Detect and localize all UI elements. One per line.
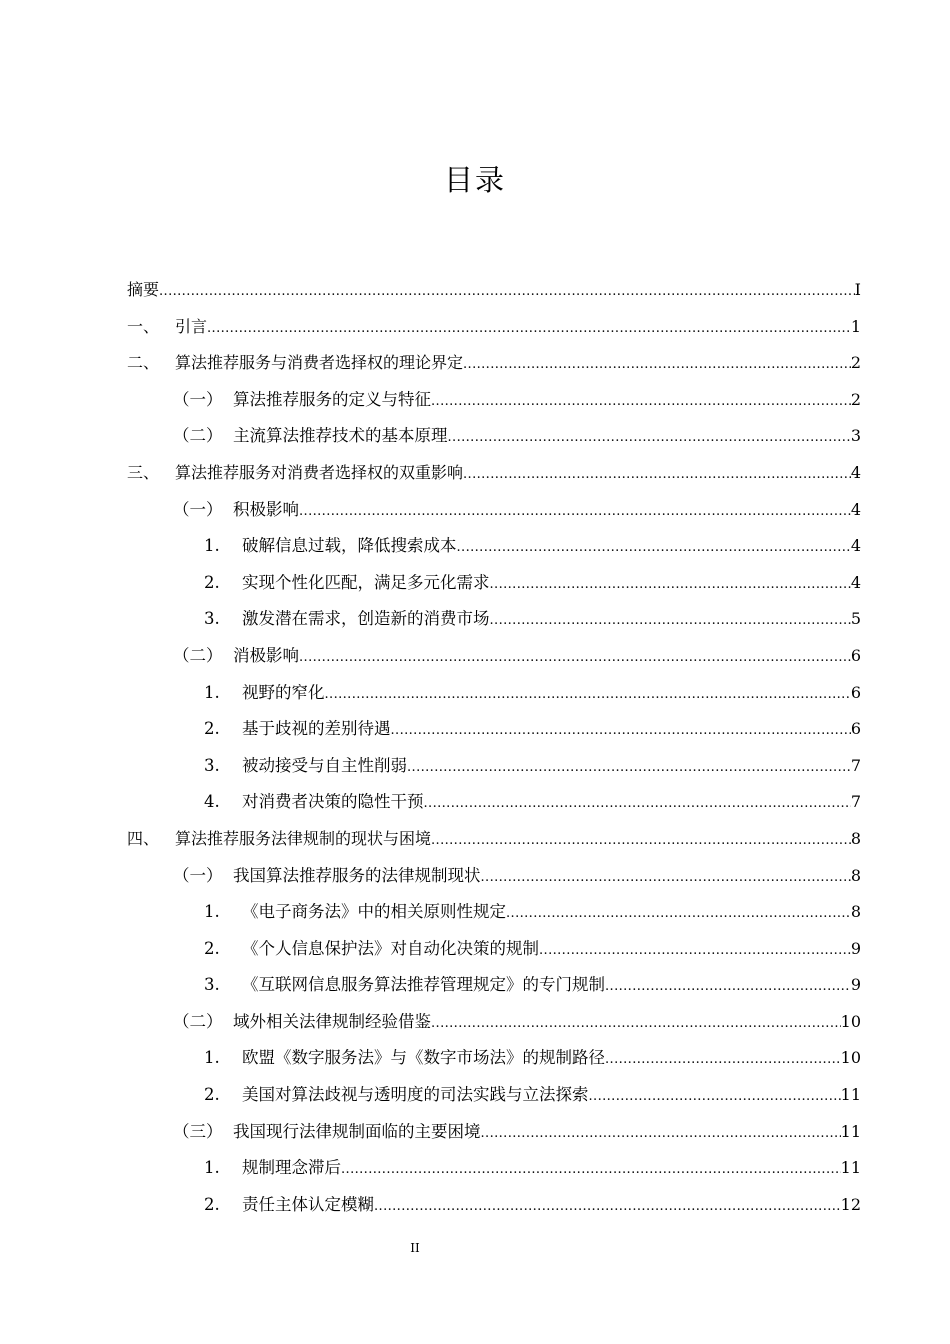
toc-entry[interactable] bbox=[127, 787, 861, 824]
toc-leader-dots bbox=[431, 387, 851, 417]
toc-leader-dots bbox=[490, 606, 851, 636]
toc-entry-title: 域外相关法律规制经验借鉴 bbox=[233, 1011, 431, 1031]
toc-leader-dots bbox=[325, 680, 851, 710]
toc-entry-title: 《电子商务法》中的相关原则性规定 bbox=[242, 902, 506, 922]
toc-entry-number: 二、 bbox=[127, 353, 160, 373]
toc-entry-number: 1. bbox=[204, 682, 220, 702]
toc-leader-dots bbox=[463, 460, 851, 490]
toc-leader-dots bbox=[539, 936, 851, 966]
toc-leader-dots bbox=[299, 643, 851, 673]
toc-entry-page: 10 bbox=[840, 1011, 861, 1031]
toc-entry-title: 责任主体认定模糊 bbox=[242, 1194, 374, 1214]
toc-leader-dots bbox=[424, 789, 851, 819]
toc-entry-number: 1. bbox=[204, 1048, 220, 1068]
toc-entry-number: 三、 bbox=[127, 462, 160, 482]
toc-entry[interactable] bbox=[127, 970, 861, 1007]
toc-leader-dots bbox=[299, 497, 851, 527]
toc-entry-number: （一） bbox=[173, 865, 223, 885]
toc-leader-dots bbox=[374, 1192, 841, 1222]
toc-entry-title: 对消费者决策的隐性干预 bbox=[242, 792, 424, 812]
toc-entry-title: 引言 bbox=[175, 316, 208, 336]
toc-entry[interactable] bbox=[127, 824, 861, 861]
toc-leader-dots bbox=[448, 423, 851, 453]
toc-entry[interactable] bbox=[127, 1117, 861, 1154]
toc-entry-page: 4 bbox=[850, 572, 861, 592]
toc-entry-page: 8 bbox=[850, 902, 861, 922]
toc-entry-title: 算法推荐服务与消费者选择权的理论界定 bbox=[175, 353, 464, 373]
page-title: 目录 bbox=[443, 163, 506, 197]
toc-entry-title: 基于歧视的差别待遇 bbox=[242, 719, 391, 739]
toc-entry-page: 4 bbox=[850, 499, 861, 519]
toc-leader-dots bbox=[457, 533, 851, 563]
toc-entry-page: 7 bbox=[850, 755, 861, 775]
toc-entry[interactable] bbox=[127, 568, 861, 605]
toc-entry-number: 1. bbox=[204, 1158, 220, 1178]
toc-entry-title: 《个人信息保护法》对自动化决策的规制 bbox=[242, 938, 539, 958]
toc-entry-title: 视野的窄化 bbox=[242, 682, 325, 702]
toc-entry[interactable] bbox=[127, 861, 861, 898]
toc-entry-page: 8 bbox=[850, 865, 861, 885]
toc-entry-title: 《互联网信息服务算法推荐管理规定》的专门规制 bbox=[242, 975, 605, 995]
toc-entry-title: 我国现行法律规制面临的主要困境 bbox=[233, 1121, 481, 1141]
toc-leader-dots bbox=[605, 972, 851, 1002]
toc-entry-number: 2. bbox=[204, 1194, 220, 1214]
toc-entry[interactable] bbox=[127, 1153, 861, 1190]
toc-entry-number: 1. bbox=[204, 536, 220, 556]
toc-entry-page: 11 bbox=[840, 1158, 861, 1178]
toc-entry[interactable] bbox=[127, 312, 861, 349]
toc-entry-page: I bbox=[854, 280, 861, 299]
toc-entry[interactable] bbox=[127, 1007, 861, 1044]
toc-leader-dots bbox=[605, 1045, 841, 1075]
toc-entry[interactable] bbox=[127, 641, 861, 678]
toc-entry-number: 3. bbox=[204, 975, 220, 995]
toc-entry-number: （二） bbox=[173, 645, 223, 665]
toc-entry[interactable] bbox=[127, 385, 861, 422]
toc-leader-dots bbox=[391, 716, 851, 746]
toc-entry-number: （二） bbox=[173, 426, 223, 446]
toc-leader-dots bbox=[589, 1082, 841, 1112]
toc-entry[interactable] bbox=[127, 604, 861, 641]
toc-entry[interactable] bbox=[127, 495, 861, 532]
toc-entry[interactable] bbox=[127, 714, 861, 751]
toc-leader-dots bbox=[481, 1119, 841, 1149]
toc-entry[interactable] bbox=[127, 421, 861, 458]
toc-entry[interactable] bbox=[127, 1080, 861, 1117]
toc-entry-title: 激发潜在需求，创造新的消费市场 bbox=[242, 609, 490, 629]
toc-entry-number: 四、 bbox=[127, 828, 160, 848]
toc-entry-title: 被动接受与自主性削弱 bbox=[242, 755, 407, 775]
toc-entry-number: 3. bbox=[204, 755, 220, 775]
toc-entry[interactable] bbox=[127, 751, 861, 788]
toc-entry-number: 2. bbox=[204, 572, 220, 592]
toc-entry-page: 4 bbox=[850, 536, 861, 556]
toc-entry[interactable] bbox=[127, 275, 861, 312]
toc-entry-page: 1 bbox=[850, 316, 861, 336]
toc-leader-dots bbox=[463, 350, 851, 380]
toc-entry-number: （三） bbox=[173, 1121, 223, 1141]
toc-entry[interactable] bbox=[127, 934, 861, 971]
toc-entry-page: 12 bbox=[840, 1194, 861, 1214]
table-of-contents bbox=[127, 275, 861, 1226]
toc-entry-page: 6 bbox=[850, 719, 861, 739]
toc-entry-page: 4 bbox=[850, 462, 861, 482]
toc-entry-page: 8 bbox=[850, 828, 861, 848]
toc-entry-number: 1. bbox=[204, 902, 220, 922]
toc-entry[interactable] bbox=[127, 458, 861, 495]
toc-entry-title: 摘要 bbox=[127, 280, 160, 299]
toc-leader-dots bbox=[207, 314, 851, 344]
toc-entry-page: 10 bbox=[840, 1048, 861, 1068]
toc-entry-title: 算法推荐服务的定义与特征 bbox=[233, 389, 431, 409]
toc-entry[interactable] bbox=[127, 1190, 861, 1227]
toc-leader-dots bbox=[506, 899, 851, 929]
toc-entry-page: 2 bbox=[850, 389, 861, 409]
toc-entry-title: 欧盟《数字服务法》与《数字市场法》的规制路径 bbox=[242, 1048, 605, 1068]
toc-entry-page: 3 bbox=[850, 426, 861, 446]
toc-entry-number: 2. bbox=[204, 1085, 220, 1105]
toc-entry-title: 实现个性化匹配，满足多元化需求 bbox=[242, 572, 490, 592]
toc-entry[interactable] bbox=[127, 348, 861, 385]
toc-entry-number: 2. bbox=[204, 938, 220, 958]
toc-entry-number: 一、 bbox=[127, 316, 160, 336]
toc-entry-page: 11 bbox=[840, 1085, 861, 1105]
toc-entry-number: 3. bbox=[204, 609, 220, 629]
toc-entry-page: 6 bbox=[850, 682, 861, 702]
toc-entry-title: 消极影响 bbox=[233, 645, 299, 665]
toc-entry[interactable] bbox=[127, 1043, 861, 1080]
toc-entry-number: 4. bbox=[204, 792, 220, 812]
toc-entry-page: 9 bbox=[850, 975, 861, 995]
toc-leader-dots bbox=[341, 1155, 841, 1185]
toc-entry-title: 算法推荐服务对消费者选择权的双重影响 bbox=[175, 462, 464, 482]
toc-entry-number: （一） bbox=[173, 499, 223, 519]
toc-leader-dots bbox=[159, 277, 855, 307]
toc-entry-number: （一） bbox=[173, 389, 223, 409]
toc-entry[interactable] bbox=[127, 531, 861, 568]
toc-entry-title: 积极影响 bbox=[233, 499, 299, 519]
toc-entry[interactable] bbox=[127, 897, 861, 934]
toc-entry-title: 美国对算法歧视与透明度的司法实践与立法探索 bbox=[242, 1085, 589, 1105]
toc-entry-page: 2 bbox=[850, 353, 861, 373]
toc-entry-number: （二） bbox=[173, 1011, 223, 1031]
toc-entry-title: 破解信息过载，降低搜索成本 bbox=[242, 536, 457, 556]
page-number: II bbox=[410, 1241, 420, 1255]
toc-entry-page: 5 bbox=[850, 609, 861, 629]
toc-entry[interactable] bbox=[127, 678, 861, 715]
toc-entry-title: 规制理念滞后 bbox=[242, 1158, 341, 1178]
toc-entry-number: 2. bbox=[204, 719, 220, 739]
toc-leader-dots bbox=[407, 753, 851, 783]
toc-leader-dots bbox=[490, 570, 851, 600]
toc-leader-dots bbox=[431, 1009, 841, 1039]
toc-leader-dots bbox=[481, 863, 851, 893]
toc-leader-dots bbox=[431, 826, 851, 856]
toc-entry-page: 11 bbox=[840, 1121, 861, 1141]
toc-entry-title: 算法推荐服务法律规制的现状与困境 bbox=[175, 828, 432, 848]
toc-entry-title: 主流算法推荐技术的基本原理 bbox=[233, 426, 448, 446]
toc-entry-page: 7 bbox=[850, 792, 861, 812]
toc-entry-page: 6 bbox=[850, 645, 861, 665]
toc-entry-title: 我国算法推荐服务的法律规制现状 bbox=[233, 865, 481, 885]
toc-entry-page: 9 bbox=[850, 938, 861, 958]
